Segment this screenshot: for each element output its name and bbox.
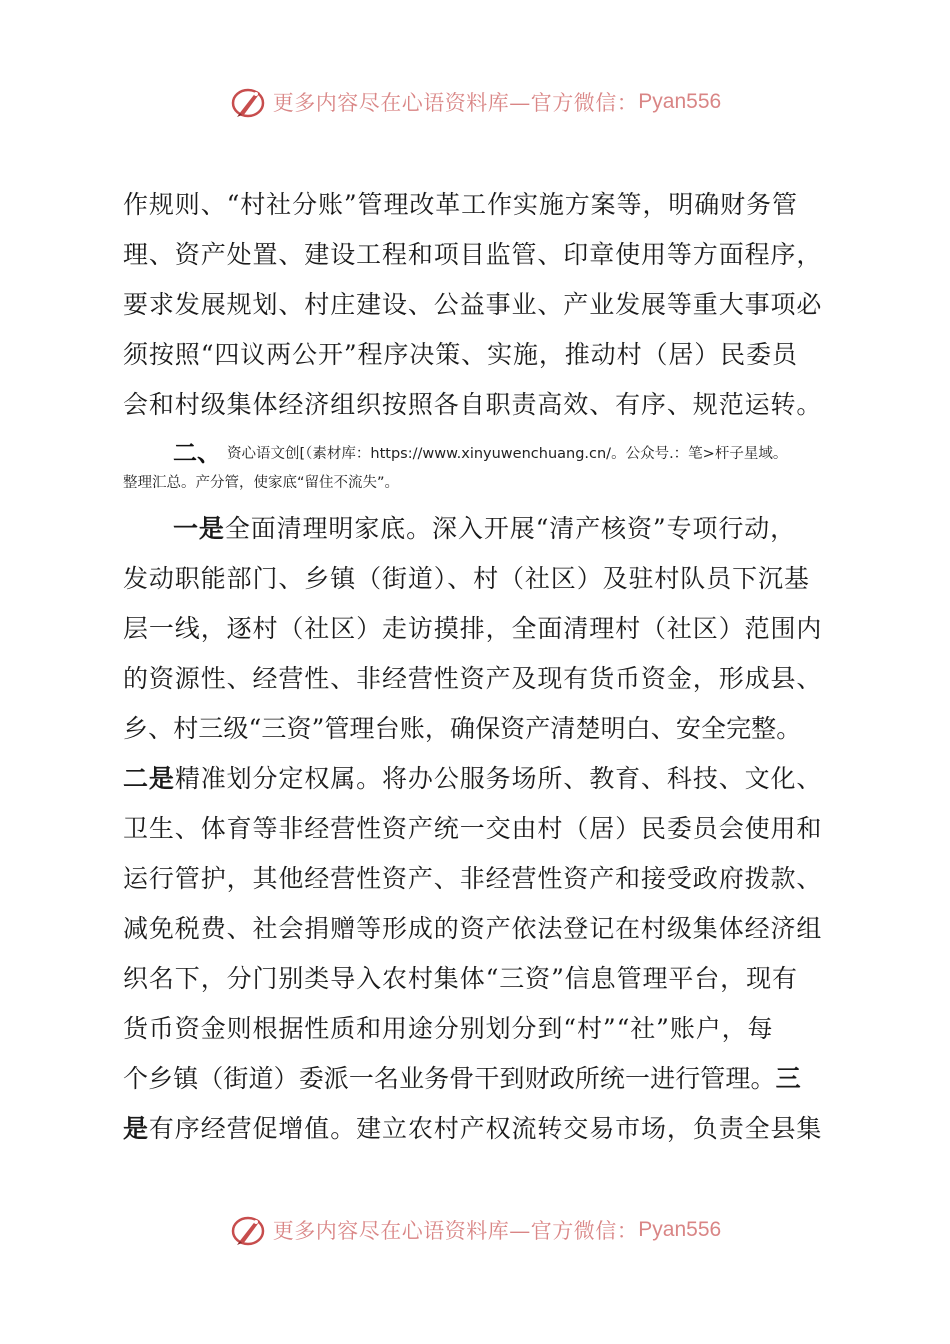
text-segment: 全面清理明家底。深入开展“清产核资”专项行动， xyxy=(224,514,797,543)
paragraph-3 xyxy=(123,504,843,1154)
heading-line-2: 整理汇总。产分管，使家底“留住不流失”。 xyxy=(123,475,400,491)
text-line xyxy=(123,504,843,554)
section-number: 二、 xyxy=(173,439,221,467)
text-line: 作规则、“村社分账”管理改革工作实施方案等，明确财务管 xyxy=(123,190,798,219)
text-line: 层一线，逐村（社区）走访摸排，全面清理村（社区）范围内 xyxy=(123,614,823,643)
text-line xyxy=(123,1104,843,1154)
header-banner xyxy=(0,80,950,124)
pen-circle-logo-icon xyxy=(229,1210,269,1250)
text-line: 货币资金则根据性质和用途分别划分到“村”“社”账户，每 xyxy=(123,1014,774,1043)
text-line: 卫生、体育等非经营性资产统一交由村（居）民委员会使用和 xyxy=(123,814,823,843)
bold-lead: 三 xyxy=(775,1064,801,1093)
text-line: 的资源性、经营性、非经营性资产及现有货币资金，形成县、 xyxy=(123,664,823,693)
text-segment: 有序经营促增值。建立农村产权流转交易市场，负责全县集 xyxy=(148,1114,823,1143)
text-line: 减免税费、社会捐赠等形成的资产依法登记在村级集体经济组 xyxy=(123,914,823,943)
text-line: 发动职能部门、乡镇（街道）、村（社区）及驻村队员下沉基 xyxy=(123,564,810,593)
bold-lead: 一是 xyxy=(173,514,225,543)
text-segment: 个乡镇（街道）委派一名业务骨干到财政所统一进行管理。 xyxy=(123,1064,776,1093)
text-line: 乡、村三级“三资”管理台账，确保资产清楚明白、安全完整。 xyxy=(123,714,802,743)
text-line xyxy=(123,754,843,804)
text-segment: 精准划分定权属。将办公服务场所、教育、科技、文化、 xyxy=(174,764,823,793)
banner-text: 更多内容尽在心语资料库—官方微信： xyxy=(272,91,639,115)
heading-text: 资心语文创[（素材库：https://www.xinyuwenchuang.cn/。公众号.：笔>杆子星域。 xyxy=(227,446,788,462)
banner-wechat-id: Pyan556 xyxy=(638,90,722,113)
section-heading-2 xyxy=(123,438,843,498)
banner-text: 更多内容尽在心语资料库—官方微信： xyxy=(272,1219,639,1243)
text-line: 要求发展规划、村庄建设、公益事业、产业发展等重大事项必 xyxy=(123,290,823,319)
banner-wechat-id: Pyan556 xyxy=(638,1218,722,1241)
paragraph-1 xyxy=(123,180,843,430)
text-line: 须按照“四议两公开”程序决策、实施，推动村（居）民委员 xyxy=(123,340,798,369)
bold-lead: 是 xyxy=(123,1114,149,1143)
text-line: 理、资产处置、建设工程和项目监管、印章使用等方面程序， xyxy=(123,240,823,269)
text-line: 运行管护，其他经营性资产、非经营性资产和接受政府拨款、 xyxy=(123,864,823,893)
text-line: 会和村级集体经济组织按照各自职责高效、有序、规范运转。 xyxy=(123,390,823,419)
bold-lead: 二是 xyxy=(123,764,175,793)
pen-circle-logo-icon xyxy=(229,82,269,122)
footer-banner xyxy=(0,1208,950,1252)
heading-line-1 xyxy=(123,438,843,468)
text-line xyxy=(123,1054,843,1104)
text-line: 织名下，分门别类导入农村集体“三资”信息管理平台，现有 xyxy=(123,964,798,993)
